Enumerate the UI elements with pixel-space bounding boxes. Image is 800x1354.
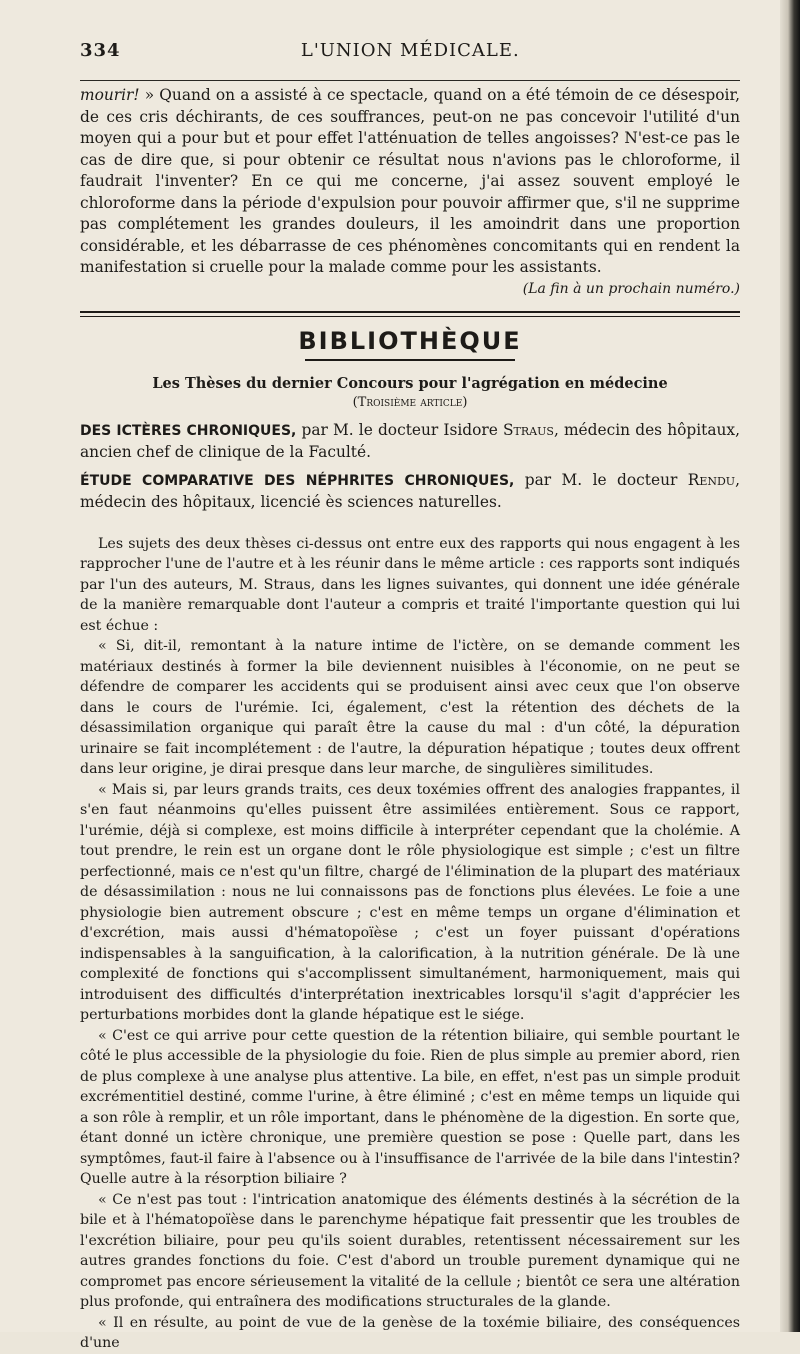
opening-paragraph <box>80 85 740 279</box>
continuation-note: (La fin à un prochain numéro.) <box>522 280 740 297</box>
body-paragraph: « Mais si, par leurs grands traits, ces deux toxémies offrent des analogies frappantes, il s'en faut néanmoins qu'elles puissent être assimilées entièrement. Sous ce rapport, l'urémie, déjà si complexe, est moins difficile à interpréter cependant que la cholémie. A tout prendre, le rein est un organe dont le rôle physiologique est simple ; c'est un filtre perfectionné, mais ce n'est qu'un filtre, chargé de l'élimination de la plupart des matériaux de désassimilation : nous ne lui connaissons pas de fonctions plus élevées. Le foie a une physiologie bien autrement obscure ; c'est en même temps un organe d'élimination et d'excrétion, mais aussi d'hématopoïèse ; c'est un foyer puissant d'opérations indispensables à la sanguification, à la calorification, à la nutrition générale. De là une complexité de fonctions qui s'accomplissent simultanément, harmoniquement, mais qui introduisent des difficultés d'interprétation inextricables lorsqu'il s'agit d'apprécier les perturbations morbides dont la glande hépatique est le siége. <box>80 781 740 1023</box>
header-rule <box>80 80 740 81</box>
thesis-author: Rendu <box>687 470 736 489</box>
body-paragraph: « Ce n'est pas tout : l'intrication anatomique des éléments destinés à la sécrétion de la bile et à l'hématopoïèse dans le parenchyme hépatique fait pressentir que les troubles de l'excrétion biliaire, pour peu qu'ils soient durables, retentissent nécessairement sur les autres grandes fonctions du foie. C'est d'abord un trouble purement dynamique qui ne compromet pas encore sérieusement la vitalité de la cellule ; bientôt ce sera une altération plus profonde, qui entraînera des modifications structurales de la glande. <box>80 1191 740 1310</box>
thesis-entry <box>80 470 740 514</box>
article-number: (Troisième article) <box>352 394 468 410</box>
thesis-byline: par M. le docteur <box>514 470 688 489</box>
page-number: 334 <box>80 40 121 61</box>
body-paragraph: « Il en résulte, au point de vue de la genèse de la toxémie biliaire, des conséquences d'une <box>80 1314 740 1351</box>
body-paragraph: Les sujets des deux thèses ci-dessus ont entre eux des rapports qui nous engagent à les rapprocher l'une de l'autre et à les réunir dans le même article : ces rapports sont indiqués par l'un des auteurs, M. Straus, dans les lignes suivantes, qui donnent une idée générale de la manière remarquable dont l'auteur a compris et traité l'importante question qui lui est échue : <box>80 535 740 634</box>
running-head <box>80 40 740 74</box>
opening-text: » Quand on a assisté à ce spectacle, quand on a été témoin de ce désespoir, de ces cris déchirants, de ces souffrances, peut-on ne pas concevoir l'utilité d'un moyen qui a pour but et pour effet l'atténuation de telles angoisses? N'est-ce pas le cas de dire que, si pour obtenir ce résultat nous n'avions pas le chloroforme, il faudrait l'inventer? En ce qui me concerne, j'ai assez souvent employé le chloroforme dans la période d'expulsion pour pouvoir affirmer que, s'il ne supprime pas complétement les grandes douleurs, il les amoindrit dans une proportion considérable, et les débarrasse de ces phénomènes concomitants qui en rendent la manifestation si cruelle pour la malade comme pour les assistants. <box>80 86 740 276</box>
article-body <box>80 534 740 1354</box>
thesis-byline: par M. le docteur Isidore <box>296 420 504 439</box>
body-paragraph: « C'est ce qui arrive pour cette question de la rétention biliaire, qui semble pourtant le côté le plus accessible de la physiologie du foie. Rien de plus simple au premier abord, rien de plus complexe à une analyse plus attentive. La bile, en effet, n'est pas un simple produit excrémentitiel destiné, comme l'urine, à être éliminé ; c'est en même temps un liquide qui a son rôle à remplir, et un rôle important, dans le phénomène de la digestion. En sorte que, étant donné un ictère chronique, une première question se pose : Quelle part, dans les symptômes, faut-il faire à l'absence ou à l'insuffisance de l'arrivée de la bile dans l'intestin? Quelle autre à la résorption biliaire ? <box>80 1027 740 1187</box>
section-subtitle: Les Thèses du dernier Concours pour l'agrégation en médecine <box>152 374 668 392</box>
page-content <box>80 40 740 1354</box>
body-paragraph: « Si, dit-il, remontant à la nature intime de l'ictère, on se demande comment les matériaux destinés à former la bile deviennent nuisibles à l'économie, on ne peut se défendre de comparer les accidents qui se produisent ainsi avec ceux que l'on observe dans le cours de l'urémie. Ici, également, c'est la rétention des déchets de la désassimilation organique qui paraît être la cause du mal : d'un côté, la dépuration urinaire se fait incomplétement : de l'autre, la dépuration hépatique ; toutes deux offrent dans leur origine, je dirai presque dans leur marche, de singulières similitudes. <box>80 638 740 777</box>
section-title: BIBLIOTHÈQUE <box>298 326 522 355</box>
section-title-underline <box>305 359 515 361</box>
opening-italic: mourir! <box>80 86 140 104</box>
section-divider <box>80 311 740 317</box>
thesis-author: Straus <box>503 420 554 439</box>
thesis-title: DES ICTÈRES CHRONIQUES, <box>80 422 297 439</box>
journal-title: L'UNION MÉDICALE. <box>300 40 520 61</box>
thesis-entry <box>80 420 740 464</box>
thesis-affiliation: , médecin des hôpitaux, ancien chef de clinique de la Faculté. <box>80 420 740 461</box>
book-spine-shadow <box>780 0 800 1332</box>
thesis-title: ÉTUDE COMPARATIVE DES NÉPHRITES CHRONIQUES, <box>80 472 515 489</box>
thesis-affiliation: , médecin des hôpitaux, licencié ès sciences naturelles. <box>80 470 740 511</box>
